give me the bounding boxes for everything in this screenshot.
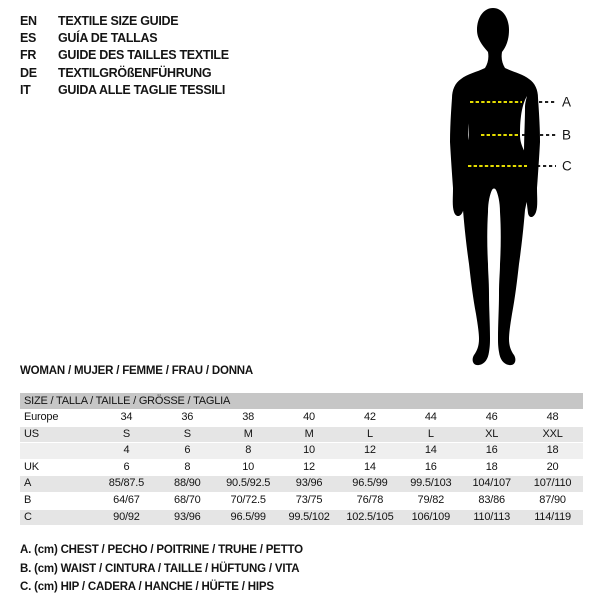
size-cell: L	[366, 427, 373, 440]
size-cell: 96.5/99	[230, 510, 266, 523]
size-cell: 85/87.5	[108, 477, 145, 490]
size-cell: 90/92	[113, 510, 140, 523]
size-table-header: SIZE / TALLA / TAILLE / GRÖSSE / TAGLIA	[20, 393, 583, 409]
title-row-it	[20, 82, 229, 99]
body-measurement-figure	[428, 2, 588, 382]
table-row	[20, 476, 583, 493]
row-label	[20, 443, 96, 459]
language-code: ES	[20, 31, 37, 46]
size-cell: 18	[485, 460, 498, 473]
woman-silhouette-svg	[428, 2, 588, 382]
size-cell: 18	[546, 444, 559, 457]
size-cell: L	[427, 427, 434, 440]
size-cell: 106/109	[411, 510, 450, 523]
size-cell: 10	[242, 460, 255, 473]
table-row	[20, 510, 583, 527]
table-row	[20, 493, 583, 510]
size-cell: 88/90	[174, 477, 201, 490]
title-block	[20, 13, 229, 99]
size-cell: 70/72.5	[230, 493, 266, 506]
row-label: UK	[24, 460, 39, 473]
size-cell: M	[304, 427, 314, 440]
measure-label-a: A	[562, 94, 572, 110]
size-cell: 42	[364, 411, 376, 423]
language-code: DE	[20, 65, 37, 80]
size-cell: 14	[364, 460, 376, 473]
size-cell: XXL	[542, 427, 563, 440]
table-row	[20, 427, 583, 444]
size-cell: 96.5/99	[352, 477, 388, 490]
row-label: B	[24, 493, 32, 506]
size-cell: M	[243, 427, 253, 440]
size-cell: 34	[120, 411, 133, 423]
size-cell: 44	[424, 411, 437, 423]
size-cell: 102.5/105	[346, 510, 394, 523]
title-row-es	[20, 30, 229, 47]
size-cell: 64/67	[113, 493, 140, 506]
size-cell: 99.5/103	[410, 477, 452, 490]
row-label: Europe	[24, 411, 59, 423]
size-cell: 6	[184, 444, 191, 457]
legend-block	[20, 541, 303, 597]
size-cell: 46	[485, 411, 498, 423]
size-cell: S	[122, 427, 130, 440]
size-cell: 104/107	[472, 477, 511, 490]
size-cell: 99.5/102	[288, 510, 330, 523]
section-title-woman: WOMAN / MUJER / FEMME / FRAU / DONNA	[20, 365, 254, 377]
size-cell: 36	[181, 411, 194, 423]
size-cell: 16	[424, 460, 437, 473]
size-cell: 107/110	[533, 477, 572, 490]
row-label: US	[24, 427, 39, 440]
size-cell: 38	[242, 411, 255, 423]
title-text: GUIDE DES TAILLES TEXTILE	[58, 48, 229, 63]
size-cell: 93/96	[174, 510, 201, 523]
size-cell: 93/96	[295, 477, 323, 490]
language-code: FR	[20, 48, 37, 63]
title-text: TEXTILE SIZE GUIDE	[58, 14, 179, 28]
size-cell: 87/90	[539, 493, 566, 506]
title-text: GUIDA ALLE TAGLIE TESSILI	[58, 82, 226, 97]
legend-row: C. (cm) HIP / CADERA / HANCHE / HÜFTE / HIPS	[20, 581, 274, 593]
size-cell: S	[183, 427, 191, 440]
size-cell: 40	[303, 411, 315, 423]
size-cell: 6	[123, 460, 130, 473]
title-text: GUÍA DE TALLAS	[58, 31, 158, 46]
legend-row: B. (cm) WAIST / CINTURA / TAILLE / HÜFTUNG / VITA	[20, 562, 300, 575]
size-cell: 4	[123, 444, 130, 457]
size-cell: 79/82	[417, 493, 445, 506]
size-cell: 10	[303, 444, 315, 457]
woman-silhouette	[450, 8, 540, 365]
size-cell: 14	[424, 444, 437, 457]
title-row-en	[20, 13, 229, 30]
size-cell: 110/113	[473, 510, 511, 523]
size-cell: 48	[546, 411, 559, 423]
size-cell: 76/78	[356, 493, 384, 506]
measure-label-c: C	[562, 158, 572, 174]
size-cell: 12	[364, 444, 376, 457]
row-label: A	[24, 477, 32, 490]
size-cell: 8	[184, 460, 191, 473]
table-row	[20, 460, 583, 477]
size-cell: 83/86	[478, 493, 505, 506]
measure-label-b: B	[562, 127, 572, 143]
row-label: C	[24, 510, 32, 523]
title-text: TEXTILGRÖßENFÜHRUNG	[58, 65, 212, 80]
language-code: IT	[20, 82, 31, 97]
size-table-body	[20, 410, 583, 526]
legend-row: A. (cm) CHEST / PECHO / POITRINE / TRUHE / PETTO	[20, 544, 303, 556]
language-code: EN	[20, 14, 37, 28]
size-cell: XL	[485, 427, 499, 440]
table-row	[20, 443, 583, 460]
title-row-de	[20, 65, 229, 82]
size-cell: 114/119	[534, 510, 571, 523]
size-cell: 8	[245, 444, 252, 457]
title-row-fr	[20, 47, 229, 64]
size-cell: 12	[303, 460, 315, 473]
size-cell: 90.5/92.5	[226, 477, 271, 490]
size-cell: 73/75	[295, 493, 323, 506]
size-cell: 16	[485, 444, 498, 457]
size-cell: 20	[546, 460, 559, 473]
table-row	[20, 410, 583, 427]
size-cell: 68/70	[174, 493, 201, 506]
size-table	[20, 393, 583, 526]
